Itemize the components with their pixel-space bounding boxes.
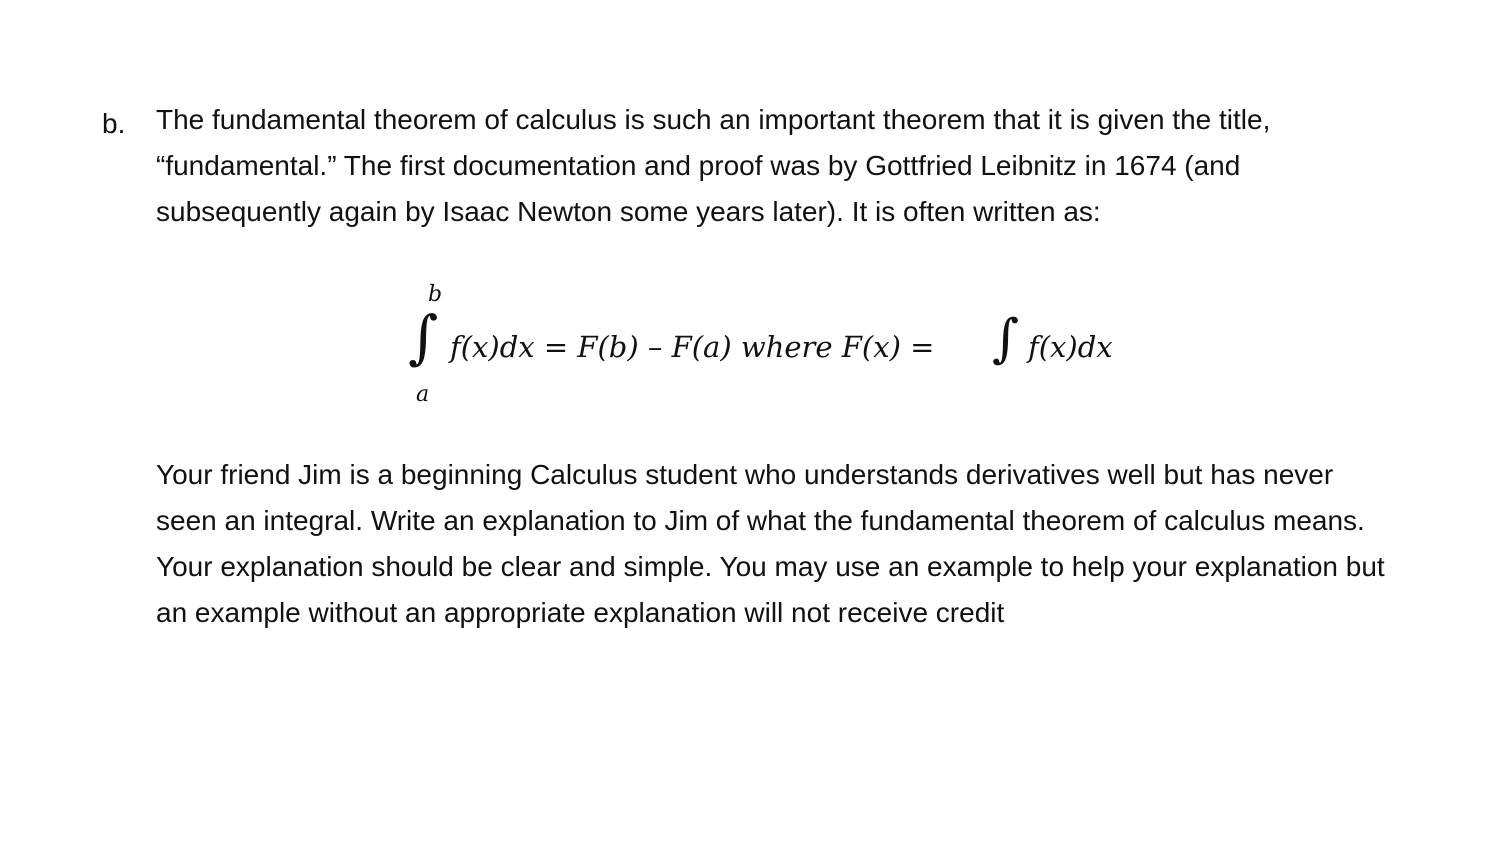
indefinite-integral-sign: ∫ <box>992 309 1020 369</box>
question-paragraph: Your friend Jim is a beginning Calculus student who understands derivatives well but has never seen an integral. Write an explanation to Jim of what the fundamental theorem of calculus means. Your explanation should be clear and simple. You may use an example to help your explanation but an example without an appropriate explanation will not receive credit <box>156 459 1385 628</box>
list-item-marker: b. <box>102 108 126 139</box>
integral-upper-limit: b <box>428 282 443 307</box>
integral-lower-limit: a <box>416 382 430 407</box>
intro-paragraph: The fundamental theorem of calculus is such an important theorem that it is given the title, “fundamental.” The first documentation and proof was by Gottfried Leibnitz in 1674 (and subsequently again by Isaac Newton some years later). It is often written as: <box>156 104 1271 227</box>
equation-left-side: f(x)dx = F(b) – F(a) where F(x) = <box>450 330 935 364</box>
definite-integral-sign: ∫ <box>408 303 439 371</box>
equation-right-side: f(x)dx <box>1028 330 1113 364</box>
fundamental-theorem-equation <box>400 280 1160 410</box>
